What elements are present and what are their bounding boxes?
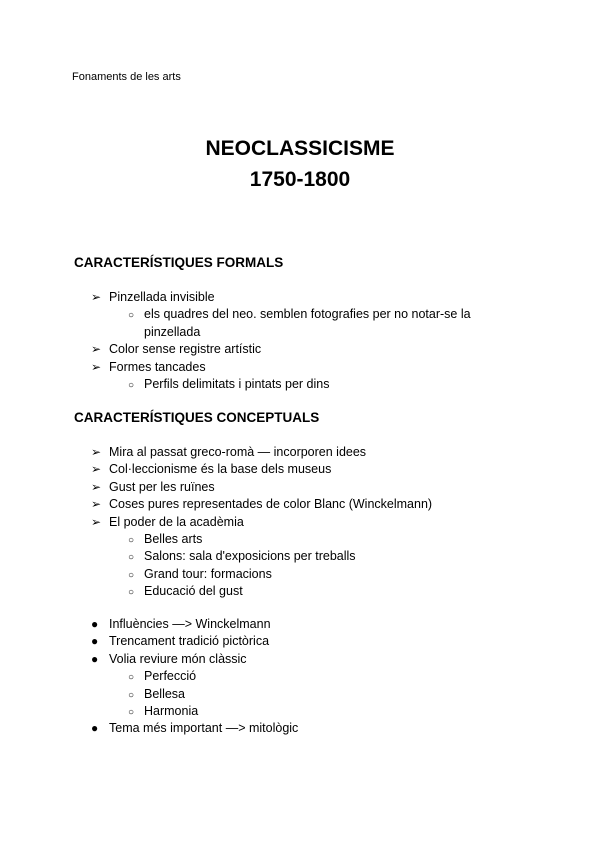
- arrow-bullet-icon: ➢: [91, 462, 102, 477]
- arrow-bullet-icon: ➢: [91, 514, 102, 529]
- sub-list-item: ○ Grand tour: formacions: [144, 566, 432, 583]
- sub-list-item: ○ els quadres del neo. semblen fotografies per no notar-se la pinzellada: [128, 307, 471, 339]
- dot-bullet-icon: ●: [91, 617, 99, 631]
- circle-bullet-icon: ○: [128, 672, 135, 684]
- list-item: ➢ Pinzellada invisible ○ els quadres del neo. semblen fotografies per no notar-se la pinzellada: [109, 289, 471, 341]
- list-item: ➢ Col·leccionisme és la base dels museus: [109, 461, 432, 478]
- dot-bullet-icon: ●: [91, 651, 99, 666]
- sub-list-item: ○ Belles arts: [144, 531, 432, 548]
- title-line-1: NEOCLASSICISME: [205, 137, 395, 160]
- formal-list: [91, 289, 471, 393]
- list-item: ● Influències —> Winckelmann: [109, 616, 298, 633]
- circle-bullet-icon: ○: [128, 310, 135, 322]
- sub-list-item: ○ Harmonia: [144, 703, 298, 720]
- arrow-bullet-icon: ➢: [91, 497, 102, 512]
- sub-list-item: ○ Perfecció: [144, 668, 298, 685]
- bullet-list: [91, 616, 299, 738]
- circle-bullet-icon: ○: [128, 380, 135, 392]
- list-item: ➢ Color sense registre artístic: [109, 341, 471, 358]
- sub-list-item: ○ Educació del gust: [144, 583, 432, 600]
- dot-bullet-icon: ●: [91, 721, 99, 736]
- arrow-bullet-icon: ➢: [91, 342, 102, 357]
- circle-bullet-icon: ○: [128, 569, 135, 581]
- circle-bullet-icon: ○: [128, 689, 135, 701]
- document-header: Fonaments de les arts: [72, 71, 181, 83]
- circle-bullet-icon: ○: [128, 552, 135, 564]
- arrow-bullet-icon: ➢: [91, 479, 102, 494]
- arrow-bullet-icon: ➢: [91, 290, 102, 304]
- list-item: ➢ Coses pures representades de color Blanc (Winckelmann): [109, 496, 432, 513]
- dot-bullet-icon: ●: [91, 634, 99, 649]
- list-item: ➢ Formes tancades ○ Perfils delimitats i pintats per dins: [109, 359, 471, 394]
- sub-list-item: ○ Bellesa: [144, 686, 298, 703]
- list-item: ➢ Gust per les ruïnes: [109, 479, 432, 496]
- circle-bullet-icon: ○: [128, 707, 135, 719]
- arrow-bullet-icon: ➢: [91, 359, 102, 374]
- list-item: ● Trencament tradició pictòrica: [109, 633, 298, 650]
- list-item: ➢ El poder de la acadèmia ○ Belles arts ○ Salons: sala d'exposicions per treballs ○ Grand tour: formacions ○ Educació del gust: [109, 514, 432, 601]
- arrow-bullet-icon: ➢: [91, 445, 102, 459]
- sub-list-item: ○ Salons: sala d'exposicions per treballs: [144, 548, 432, 565]
- section-heading-formal: CARACTERÍSTIQUES FORMALS: [74, 255, 284, 270]
- circle-bullet-icon: ○: [128, 535, 135, 547]
- sub-list-item: ○ Perfils delimitats i pintats per dins: [144, 376, 471, 393]
- conceptual-list: [91, 444, 433, 601]
- section-heading-conceptual: CARACTERÍSTIQUES CONCEPTUALS: [74, 410, 320, 425]
- list-item: ● Tema més important —> mitològic: [109, 720, 298, 737]
- list-item: ➢ Mira al passat greco-romà — incorporen idees: [109, 444, 432, 461]
- page-title: [0, 133, 600, 195]
- circle-bullet-icon: ○: [128, 587, 135, 599]
- title-line-2: 1750-1800: [249, 168, 351, 191]
- list-item: ● Volia reviure món clàssic ○ Perfecció ○ Bellesa ○ Harmonia: [109, 651, 298, 721]
